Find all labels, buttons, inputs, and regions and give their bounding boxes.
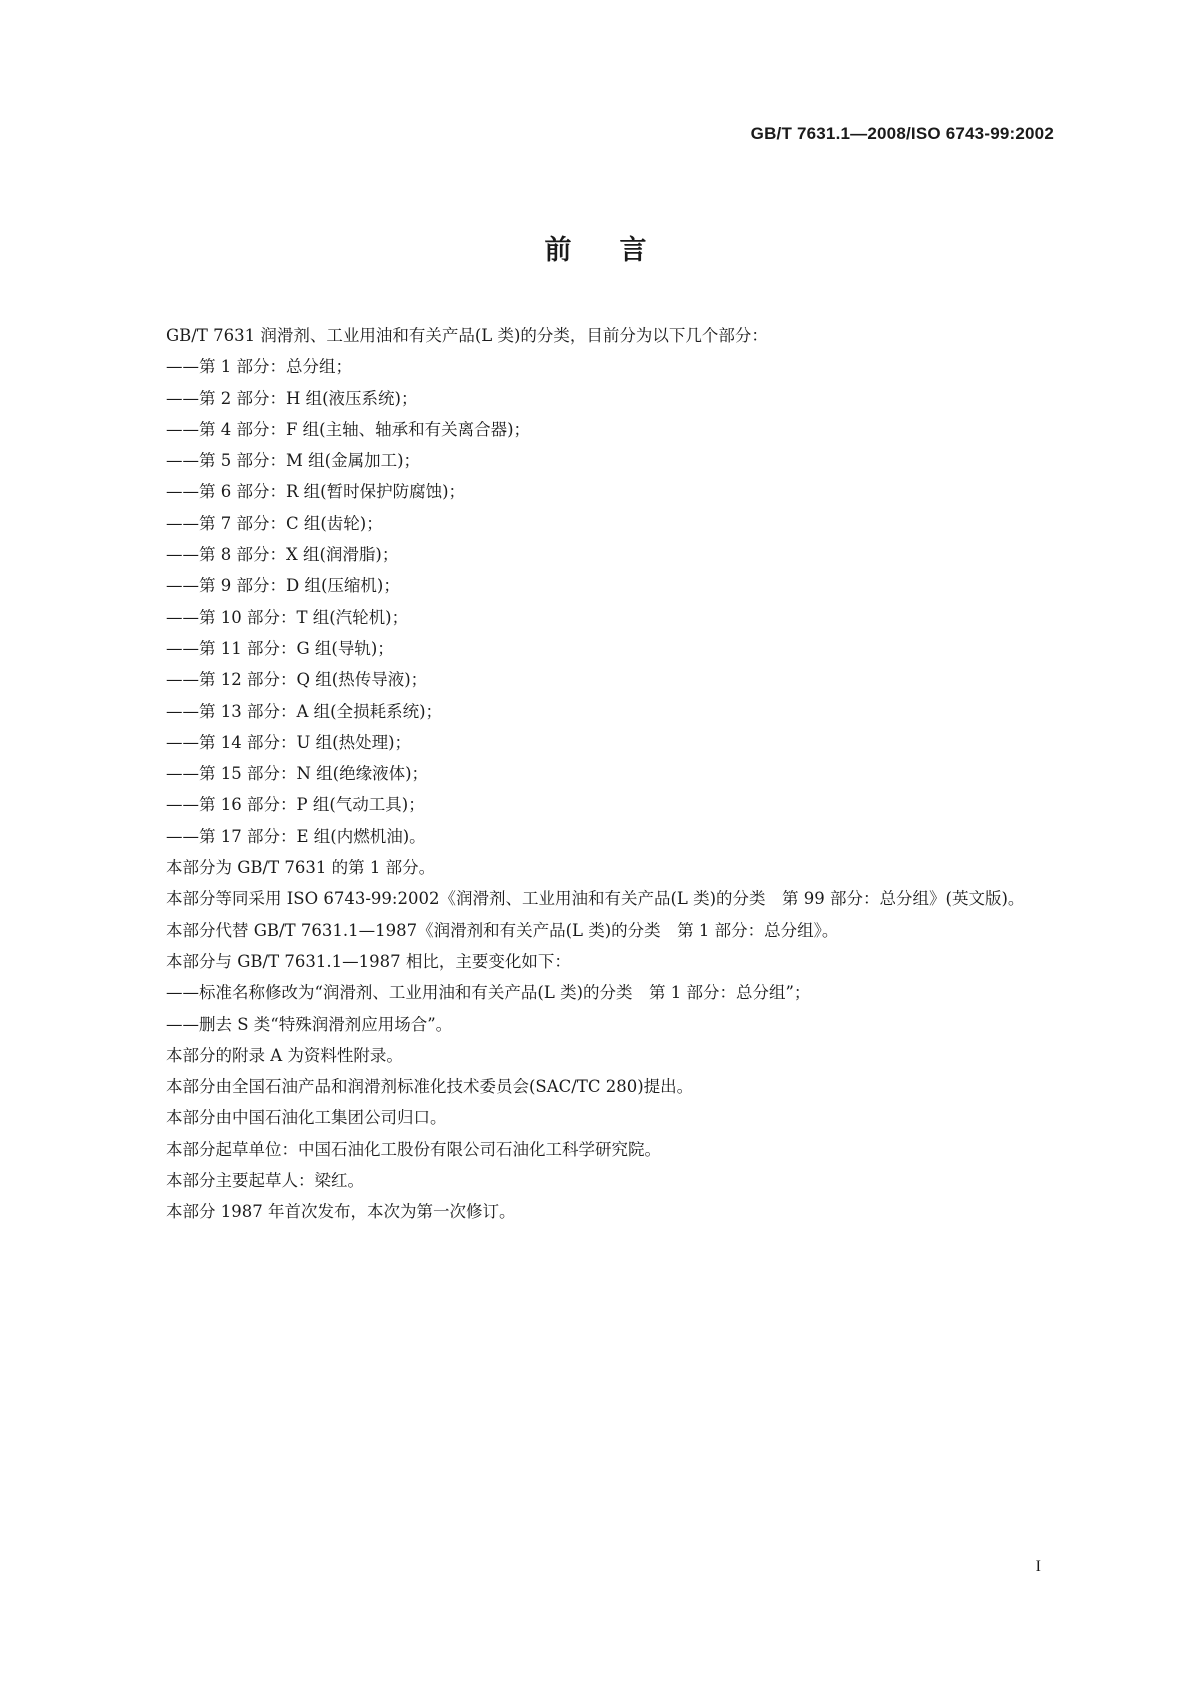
list-item: ——第 7 部分：C 组(齿轮)； [166,513,383,533]
list-item: ——第 14 部分：U 组(热处理)； [166,732,412,752]
part-statement: 本部分为 GB/T 7631 的第 1 部分。 [166,858,436,878]
list-item: ——第 17 部分：E 组(内燃机油)。 [166,826,426,846]
intro-paragraph: GB/T 7631 润滑剂、工业用油和有关产品(L 类)的分类，目前分为以下几个部分： [166,326,768,345]
change-item: ——标准名称修改为“润滑剂、工业用油和有关产品(L 类)的分类 第 1 部分：总分组”； [166,983,811,1003]
list-item: ——第 16 部分：P 组(气动工具)； [166,795,425,815]
list-item: ——第 6 部分：R 组(暂时保护防腐蚀)； [166,482,466,502]
list-item: ——第 12 部分：Q 组(热传导液)； [166,670,428,690]
annex-statement: 本部分的附录 A 为资料性附录。 [166,1045,403,1065]
page-number: I [1035,1558,1041,1575]
parts-list [133,351,1063,852]
changes-intro: 本部分与 GB/T 7631.1—1987 相比，主要变化如下： [166,951,571,971]
replacement-statement: 本部分代替 GB/T 7631.1—1987《润滑剂和有关产品(L 类)的分类 第 1 部分：总分组》。 [166,920,839,940]
adoption-statement: 本部分等同采用 ISO 6743-99:2002《润滑剂、工业用油和有关产品(L 类)的分类 第 99 部分：总分组》(英文版)。 [166,889,1025,909]
proposer-statement: 本部分由全国石油产品和润滑剂标准化技术委员会(SAC/TC 280)提出。 [166,1077,694,1097]
list-item: ——第 15 部分：N 组(绝缘液体)； [166,764,429,784]
list-item: ——第 2 部分：H 组(液压系统)； [166,388,418,408]
document-body [133,320,1063,1228]
drafters-statement: 本部分主要起草人：梁红。 [166,1171,364,1191]
list-item: ——第 4 部分：F 组(主轴、轴承和有关离合器)； [166,419,531,439]
change-item: ——删去 S 类“特殊润滑剂应用场合”。 [166,1014,453,1034]
list-item: ——第 10 部分：T 组(汽轮机)； [166,607,409,627]
list-item: ——第 11 部分：G 组(导轨)； [166,638,394,658]
standard-code-header: GB/T 7631.1—2008/ISO 6743-99:2002 [750,124,1054,143]
drafting-unit-statement: 本部分起草单位：中国石油化工股份有限公司石油化工科学研究院。 [166,1139,661,1159]
list-item: ——第 13 部分：A 组(全损耗系统)； [166,701,443,721]
centralized-statement: 本部分由中国石油化工集团公司归口。 [166,1108,447,1128]
list-item: ——第 5 部分：M 组(金属加工)； [166,451,421,471]
release-history-statement: 本部分 1987 年首次发布，本次为第一次修订。 [166,1202,516,1222]
page-title: 前言 [544,235,695,266]
list-item: ——第 1 部分：总分组； [166,357,352,377]
list-item: ——第 9 部分：D 组(压缩机)； [166,576,400,596]
list-item: ——第 8 部分：X 组(润滑脂)； [166,545,399,565]
